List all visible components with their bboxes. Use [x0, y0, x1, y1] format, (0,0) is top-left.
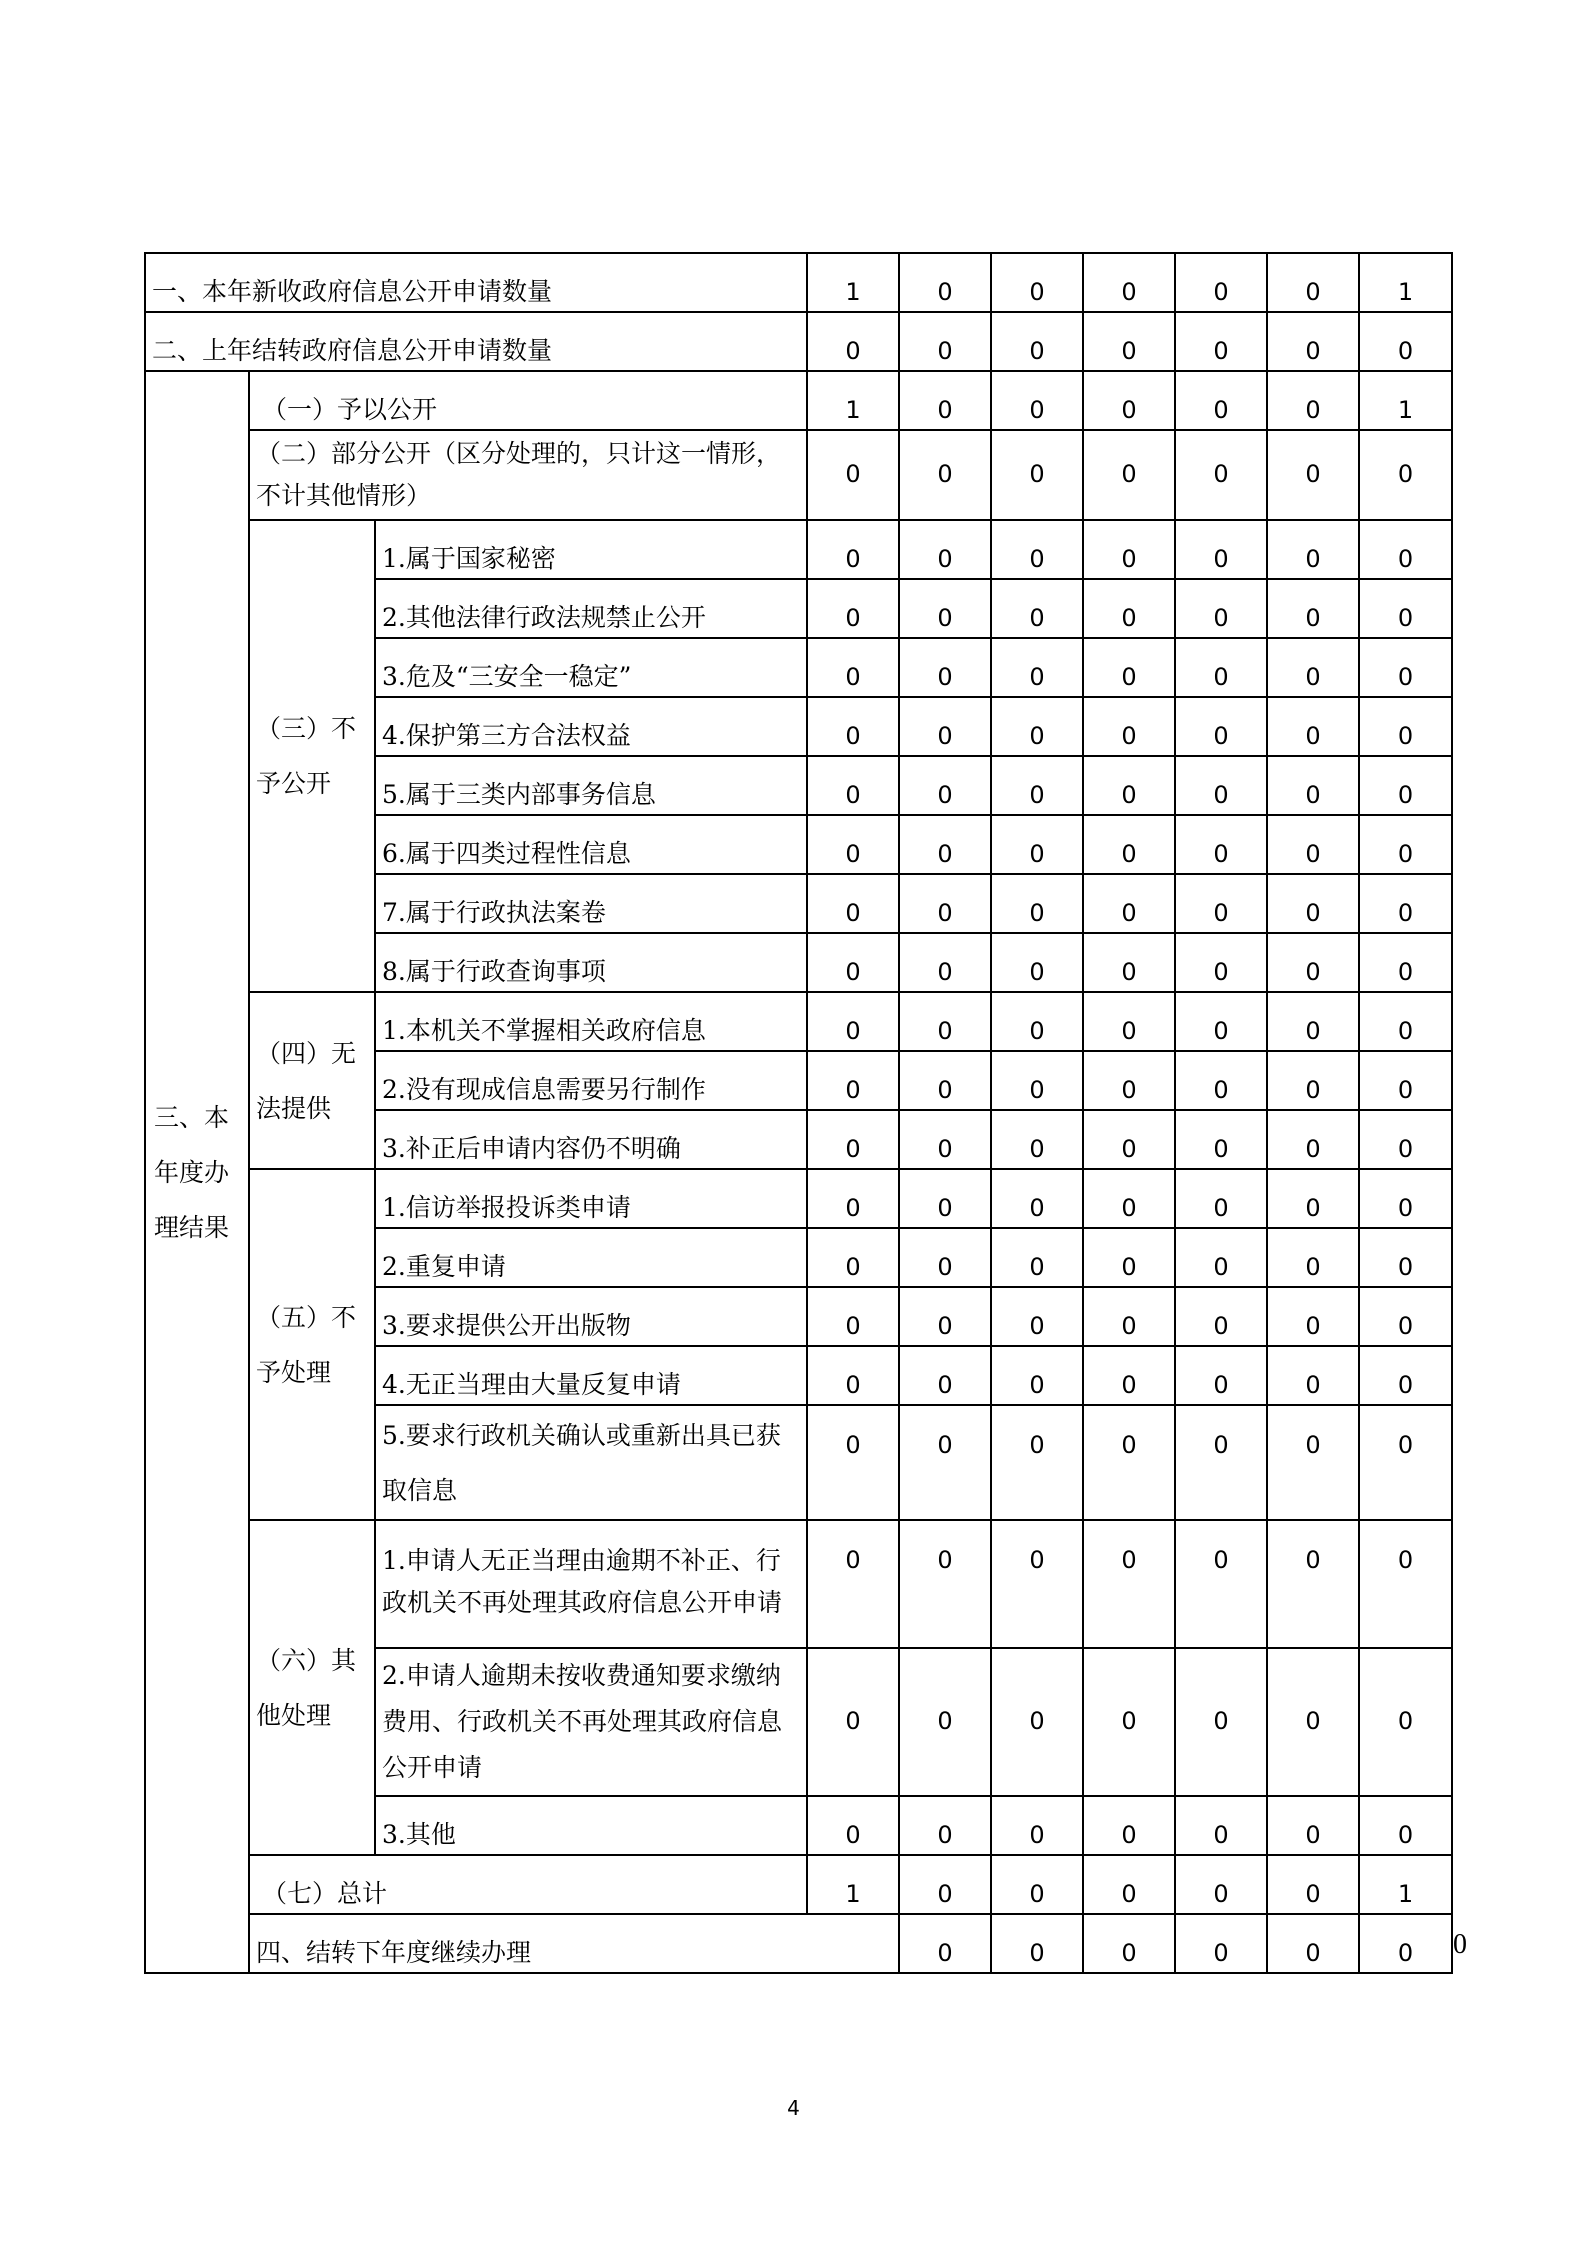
value-cell: 0: [899, 1169, 991, 1228]
value-cell: 0: [1175, 1228, 1267, 1287]
value-cell: 0: [1083, 1648, 1175, 1796]
row-label-item: 3.危及“三安全一稳定”: [375, 638, 807, 697]
value-cell: 0: [1267, 430, 1359, 520]
table-row: [145, 1520, 1452, 1648]
value-cell: 0: [1175, 756, 1267, 815]
value-cell: 0: [1083, 1405, 1175, 1520]
value-cell: 0: [807, 638, 899, 697]
value-cell: 0: [807, 1648, 899, 1796]
value-cell: 0: [1175, 1346, 1267, 1405]
value-cell: 0: [807, 1110, 899, 1169]
value-cell: 0: [899, 579, 991, 638]
value-cell: 0: [991, 756, 1083, 815]
value-cell: 0: [807, 874, 899, 933]
value-cell: 0: [1267, 1648, 1359, 1796]
value-cell: 0: [1175, 933, 1267, 992]
value-cell: 0: [1083, 1110, 1175, 1169]
row-label-item: 1.本机关不掌握相关政府信息: [375, 992, 807, 1051]
value-cell: 1: [807, 371, 899, 430]
value-cell: 0: [1083, 312, 1175, 371]
row-label-item: 1.属于国家秘密: [375, 520, 807, 579]
value-cell: 0: [991, 1855, 1083, 1914]
table-row: [145, 371, 1452, 430]
value-cell: 0: [1083, 579, 1175, 638]
table-row: [145, 312, 1452, 371]
table-row: [145, 253, 1452, 312]
value-cell: 0: [1359, 1405, 1452, 1520]
row-label-item: 2.重复申请: [375, 1228, 807, 1287]
value-cell: 0: [1359, 756, 1452, 815]
value-cell: 0: [1267, 312, 1359, 371]
value-cell: 1: [1359, 371, 1452, 430]
value-cell: 0: [807, 520, 899, 579]
value-cell: 0: [899, 1228, 991, 1287]
value-cell: 0: [1083, 520, 1175, 579]
value-cell: 0: [1083, 992, 1175, 1051]
value-cell: 0: [899, 992, 991, 1051]
value-cell: 0: [1175, 1648, 1267, 1796]
value-cell: 0: [1359, 1110, 1452, 1169]
value-cell: 0: [1267, 579, 1359, 638]
value-cell: 0: [1267, 371, 1359, 430]
row-label-item: 4.无正当理由大量反复申请: [375, 1346, 807, 1405]
value-cell: 0: [807, 1346, 899, 1405]
value-cell: 0: [1267, 933, 1359, 992]
value-cell: 0: [899, 371, 991, 430]
value-cell: 0: [991, 874, 1083, 933]
row-label-item: 2.没有现成信息需要另行制作: [375, 1051, 807, 1110]
value-cell: 0: [1267, 1051, 1359, 1110]
value-cell: 1: [1359, 1855, 1452, 1914]
value-cell: 0: [1267, 756, 1359, 815]
value-cell: 0: [991, 520, 1083, 579]
value-cell: 0: [1175, 371, 1267, 430]
value-cell: 0: [1083, 1169, 1175, 1228]
value-cell: 0: [1083, 756, 1175, 815]
value-cell: 0: [1267, 1796, 1359, 1855]
value-cell: 0: [991, 1051, 1083, 1110]
value-cell: 0: [899, 312, 991, 371]
value-cell: 0: [807, 1051, 899, 1110]
value-cell: 0: [1175, 992, 1267, 1051]
row-label-disclosed: （一）予以公开: [249, 371, 807, 430]
value-cell: 0: [1083, 1855, 1175, 1914]
value-cell: 0: [807, 697, 899, 756]
value-cell: 0: [899, 1796, 991, 1855]
value-cell: 0: [991, 992, 1083, 1051]
value-cell: 0: [1267, 697, 1359, 756]
value-cell: 0: [1083, 1914, 1175, 1973]
value-cell: 0: [899, 697, 991, 756]
value-cell: 0: [991, 638, 1083, 697]
value-cell: 0: [1175, 579, 1267, 638]
value-cell: 0: [807, 992, 899, 1051]
value-cell: 0: [1267, 1287, 1359, 1346]
value-cell: 0: [1267, 992, 1359, 1051]
value-cell: 0: [899, 1287, 991, 1346]
value-cell: 0: [1175, 430, 1267, 520]
value-cell: 0: [991, 253, 1083, 312]
value-cell: 0: [807, 1520, 899, 1648]
value-cell: 0: [991, 697, 1083, 756]
row-label-item: 5.属于三类内部事务信息: [375, 756, 807, 815]
row-label-item: 2.其他法律行政法规禁止公开: [375, 579, 807, 638]
row-label-item: 3.要求提供公开出版物: [375, 1287, 807, 1346]
section-label-results: 三、本年度办理结果: [145, 371, 249, 1973]
value-cell: 0: [1083, 430, 1175, 520]
value-cell: 0: [807, 1169, 899, 1228]
value-cell: 0: [1359, 1051, 1452, 1110]
value-cell: 0: [1083, 933, 1175, 992]
value-cell: 0: [1083, 1228, 1175, 1287]
table-row: 四、结转下年度继续办理 0 0 0 0 0 0 0: [145, 1914, 1452, 1973]
value-cell: 0: [1175, 520, 1267, 579]
value-cell: 0: [1175, 815, 1267, 874]
value-cell: 0: [1175, 1169, 1267, 1228]
value-cell: 0: [1359, 638, 1452, 697]
value-cell: 0: [899, 253, 991, 312]
value-cell: 0: [1359, 579, 1452, 638]
value-cell: 0: [807, 1287, 899, 1346]
value-cell: 0: [899, 1520, 991, 1648]
row-label-carry-forward: 四、结转下年度继续办理: [249, 1914, 899, 1973]
value-cell: 0: [1359, 430, 1452, 520]
value-cell: 0: [1359, 520, 1452, 579]
value-cell: 0: [1175, 1520, 1267, 1648]
value-cell: 0: [991, 1287, 1083, 1346]
value-cell: 0: [1267, 253, 1359, 312]
value-cell: 0: [899, 638, 991, 697]
value-cell: 0: [1175, 1405, 1267, 1520]
value-cell: 0: [1175, 1110, 1267, 1169]
row-label-item: 6.属于四类过程性信息: [375, 815, 807, 874]
value-cell: 0: [1175, 1855, 1267, 1914]
value-cell: 0: [1083, 638, 1175, 697]
value-cell: 0: [1267, 1110, 1359, 1169]
value-cell: 0: [899, 1405, 991, 1520]
value-cell: 0: [1359, 933, 1452, 992]
page-number: 4: [787, 2096, 800, 2120]
value-cell: 0: [991, 815, 1083, 874]
value-cell: 0: [1359, 1914, 1452, 1973]
value-cell: 0: [1175, 1796, 1267, 1855]
value-cell: 0: [1267, 1855, 1359, 1914]
value-cell: 0: [899, 1346, 991, 1405]
value-cell: 0: [1083, 1051, 1175, 1110]
row-label-new-applications: 一、本年新收政府信息公开申请数量: [145, 253, 807, 312]
value-cell: 0: [991, 1346, 1083, 1405]
value-cell: 0: [899, 1110, 991, 1169]
value-cell: 0: [1083, 1520, 1175, 1648]
value-cell: 0: [1359, 1648, 1452, 1796]
value-cell: 0: [991, 1110, 1083, 1169]
value-cell: 0: [1083, 697, 1175, 756]
value-cell: 0: [1083, 1287, 1175, 1346]
value-cell: 0: [1359, 1346, 1452, 1405]
value-cell: 0: [1175, 697, 1267, 756]
value-cell: 0: [991, 1228, 1083, 1287]
group-label-not-processed: （五）不予处理: [249, 1169, 375, 1520]
value-cell: 0: [807, 756, 899, 815]
value-cell: 0: [1267, 1228, 1359, 1287]
value-cell: 0: [1083, 371, 1175, 430]
value-cell: 0: [991, 1169, 1083, 1228]
value-cell: 0: [1359, 1287, 1452, 1346]
value-cell: 0: [1359, 1796, 1452, 1855]
value-cell: 0: [991, 1796, 1083, 1855]
value-cell: 0: [991, 1405, 1083, 1520]
value-cell: 0: [991, 1648, 1083, 1796]
row-label-total: （七）总计: [249, 1855, 807, 1914]
value-cell: 0: [899, 1914, 991, 1973]
value-cell: 0: [1267, 1169, 1359, 1228]
value-cell: 0: [1359, 697, 1452, 756]
value-cell: 0: [807, 579, 899, 638]
value-cell: 0: [1175, 1914, 1267, 1973]
value-cell: 0: [991, 371, 1083, 430]
value-cell: 0: [899, 1855, 991, 1914]
value-cell: 0: [1267, 638, 1359, 697]
application-processing-table: [144, 252, 1468, 1974]
value-cell: 0: [991, 1520, 1083, 1648]
row-label-item: 1.信访举报投诉类申请: [375, 1169, 807, 1228]
value-cell: 0: [1083, 874, 1175, 933]
value-cell: 0: [899, 1051, 991, 1110]
value-cell: 0: [1175, 874, 1267, 933]
group-label-other-handling: （六）其他处理: [249, 1520, 375, 1855]
group-label-not-disclosed: （三）不予公开: [249, 520, 375, 992]
value-cell: 0: [899, 815, 991, 874]
value-cell: 0: [807, 815, 899, 874]
value-cell: 0: [1083, 1346, 1175, 1405]
row-label-item: 4.保护第三方合法权益: [375, 697, 807, 756]
row-label-item: 1.申请人无正当理由逾期不补正、行政机关不再处理其政府信息公开申请: [375, 1520, 807, 1648]
value-cell: 0: [899, 430, 991, 520]
value-cell: 0: [899, 874, 991, 933]
value-cell: 0: [1175, 312, 1267, 371]
value-cell: 0: [1359, 312, 1452, 371]
value-cell: 0: [807, 1796, 899, 1855]
row-label-item: 3.其他: [375, 1796, 807, 1855]
row-label-item: 2.申请人逾期未按收费通知要求缴纳费用、行政机关不再处理其政府信息公开申请: [375, 1648, 807, 1796]
value-cell: 0: [1083, 253, 1175, 312]
value-cell: 0: [1175, 253, 1267, 312]
row-label-partially-disclosed: （二）部分公开（区分处理的，只计这一情形，不计其他情形）: [249, 430, 807, 520]
row-label-item: 3.补正后申请内容仍不明确: [375, 1110, 807, 1169]
value-cell: 1: [807, 1855, 899, 1914]
group-label-unable-to-provide: （四）无法提供: [249, 992, 375, 1169]
value-cell: 0: [899, 933, 991, 992]
value-cell: 0: [1267, 1520, 1359, 1648]
table-row: [145, 1169, 1452, 1228]
value-cell: 0: [1359, 1520, 1452, 1648]
value-cell: 0: [1267, 1405, 1359, 1520]
row-label-carried-over: 二、上年结转政府信息公开申请数量: [145, 312, 807, 371]
value-cell: 0: [1083, 815, 1175, 874]
row-label-item: 8.属于行政查询事项: [375, 933, 807, 992]
row-label-item: 7.属于行政执法案卷: [375, 874, 807, 933]
value-cell: 0: [807, 312, 899, 371]
value-cell: 0: [1175, 1051, 1267, 1110]
value-cell: 0: [1175, 1287, 1267, 1346]
value-cell: 0: [1267, 874, 1359, 933]
value-cell: 0: [991, 1914, 1083, 1973]
value-cell: 0: [1267, 1346, 1359, 1405]
value-cell: 0: [1083, 1796, 1175, 1855]
value-cell: 0: [1359, 1228, 1452, 1287]
value-cell: 0: [1359, 874, 1452, 933]
value-cell: 0: [991, 933, 1083, 992]
value-cell: 0: [1267, 520, 1359, 579]
value-cell: 0: [899, 756, 991, 815]
value-cell: 1: [1359, 253, 1452, 312]
value-cell: 0: [807, 1228, 899, 1287]
value-cell: 0: [807, 430, 899, 520]
value-cell: 0: [991, 579, 1083, 638]
value-cell: 0: [1267, 815, 1359, 874]
value-cell: 0: [991, 430, 1083, 520]
row-label-item: 5.要求行政机关确认或重新出具已获取信息: [375, 1405, 807, 1520]
value-cell: 0: [1267, 1914, 1359, 1973]
value-cell: 0: [1175, 638, 1267, 697]
value-cell: 0: [899, 520, 991, 579]
value-cell: 0: [807, 933, 899, 992]
table-row: [145, 430, 1452, 520]
value-cell: 0: [1359, 1169, 1452, 1228]
table-row: [145, 1855, 1452, 1914]
table-row: [145, 992, 1452, 1051]
value-cell: 0: [807, 1405, 899, 1520]
value-cell: 1: [807, 253, 899, 312]
value-cell: 0: [899, 1648, 991, 1796]
value-cell: 0: [1359, 815, 1452, 874]
value-cell: 0: [1359, 992, 1452, 1051]
table-row: [145, 520, 1452, 579]
value-cell: 0: [991, 312, 1083, 371]
